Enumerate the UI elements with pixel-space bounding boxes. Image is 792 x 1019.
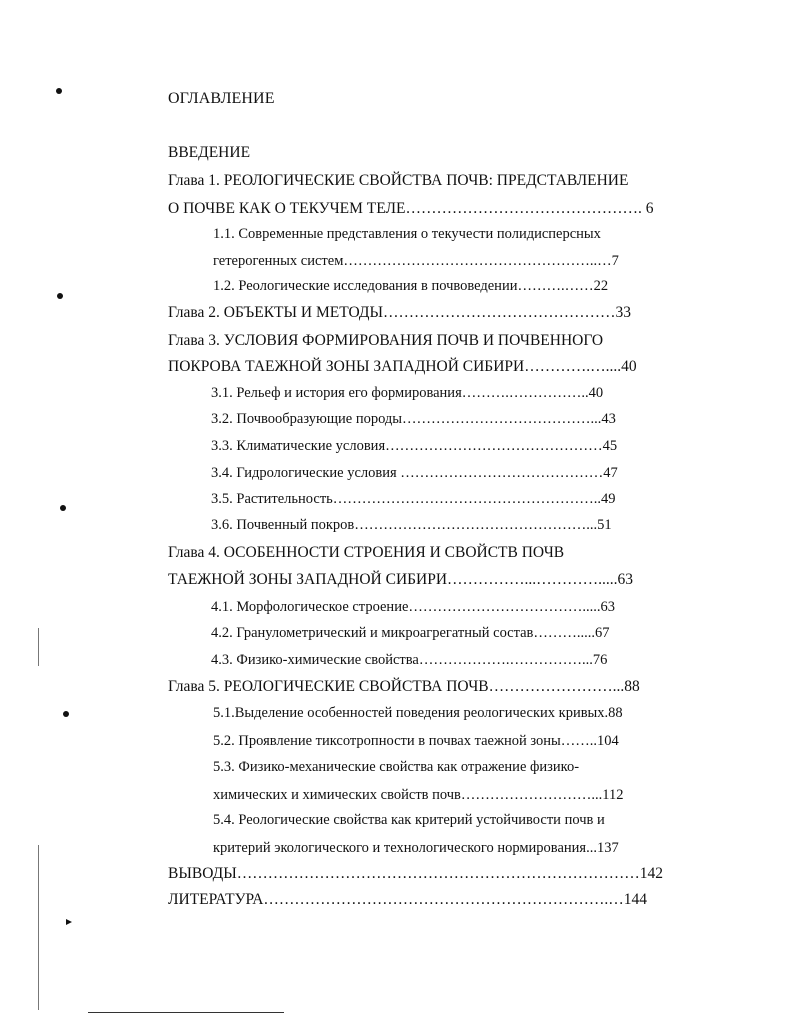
margin-bullet xyxy=(63,711,69,717)
page-title: ОГЛАВЛЕНИЕ xyxy=(168,90,275,107)
margin-scan-line xyxy=(38,845,39,1010)
toc-entry-section-5-3-cont: химических и химических свойств почв………………………...112 xyxy=(213,787,624,803)
toc-entry-section-3-4: 3.4. Гидрологические условия ……………………………………47 xyxy=(211,465,618,481)
toc-entry-section-5-2: 5.2. Проявление тиксотропности в почвах таежной зоны……..104 xyxy=(213,733,619,749)
toc-entry-references: ЛИТЕРАТУРА………………………………………………………….…144 xyxy=(168,891,648,908)
toc-entry-section-1-2: 1.2. Реологические исследования в почвоведении……….……22 xyxy=(213,278,609,294)
toc-entry-section-4-1: 4.1. Морфологическое строение……………………………….....63 xyxy=(211,599,616,615)
toc-entry-section-3-1: 3.1. Рельеф и история его формирования……….……………..40 xyxy=(211,385,604,401)
toc-entry-chapter-1: Глава 1. РЕОЛОГИЧЕСКИЕ СВОЙСТВА ПОЧВ: ПРЕДСТАВЛЕНИЕ xyxy=(168,172,629,189)
toc-entry-section-4-3: 4.3. Физико-химические свойства……………….……………...76 xyxy=(211,652,608,668)
toc-entry-chapter-3-cont: ПОКРОВА ТАЕЖНОЙ ЗОНЫ ЗАПАДНОЙ СИБИРИ………….…....40 xyxy=(168,358,637,375)
margin-scan-line xyxy=(38,628,39,666)
toc-entry-section-5-1: 5.1.Выделение особенностей поведения реологических кривых.88 xyxy=(213,705,623,721)
toc-entry-section-3-2: 3.2. Почвообразующие породы…………………………………...43 xyxy=(211,411,616,427)
margin-bullet xyxy=(56,88,62,94)
toc-entry-section-3-5: 3.5. Растительность………………………………………………..49 xyxy=(211,491,616,507)
toc-entry-chapter-4-cont: ТАЕЖНОЙ ЗОНЫ ЗАПАДНОЙ СИБИРИ……………...………….....63 xyxy=(168,571,634,588)
toc-entry-chapter-2: Глава 2. ОБЪЕКТЫ И МЕТОДЫ………………………………………33 xyxy=(168,304,631,321)
toc-entry-section-5-4-cont: критерий экологического и технологического нормирования...137 xyxy=(213,840,619,856)
toc-entry-introduction: ВВЕДЕНИЕ xyxy=(168,144,251,161)
toc-entry-section-3-6: 3.6. Почвенный покров…………………………………………...51 xyxy=(211,517,612,533)
toc-entry-chapter-4: Глава 4. ОСОБЕННОСТИ СТРОЕНИЯ И СВОЙСТВ ПОЧВ xyxy=(168,544,565,561)
toc-entry-chapter-5: Глава 5. РЕОЛОГИЧЕСКИЕ СВОЙСТВА ПОЧВ……………………...88 xyxy=(168,678,640,695)
toc-entry-section-1-1: 1.1. Современные представления о текучести полидисперсных xyxy=(213,226,601,242)
margin-arrow-icon xyxy=(66,919,72,925)
toc-entry-chapter-1-cont: О ПОЧВЕ КАК О ТЕКУЧЕМ ТЕЛЕ………………………………………. 6 xyxy=(168,200,654,217)
toc-entry-section-4-2: 4.2. Гранулометрический и микроагрегатный состав……….....67 xyxy=(211,625,610,641)
bottom-scan-line xyxy=(88,1012,284,1013)
toc-entry-section-1-1-cont: гетерогенных систем……………………………………………..…7 xyxy=(213,253,619,269)
toc-entry-chapter-3: Глава 3. УСЛОВИЯ ФОРМИРОВАНИЯ ПОЧВ И ПОЧВЕННОГО xyxy=(168,332,604,349)
toc-entry-section-5-3: 5.3. Физико-механические свойства как отражение физико- xyxy=(213,759,580,775)
margin-bullet xyxy=(57,293,63,299)
toc-entry-section-3-3: 3.3. Климатические условия………………………………………45 xyxy=(211,438,618,454)
toc-entry-section-5-4: 5.4. Реологические свойства как критерий устойчивости почв и xyxy=(213,812,605,828)
margin-bullet xyxy=(60,505,66,511)
toc-entry-conclusions: ВЫВОДЫ……………………………………………………………………142 xyxy=(168,865,663,882)
